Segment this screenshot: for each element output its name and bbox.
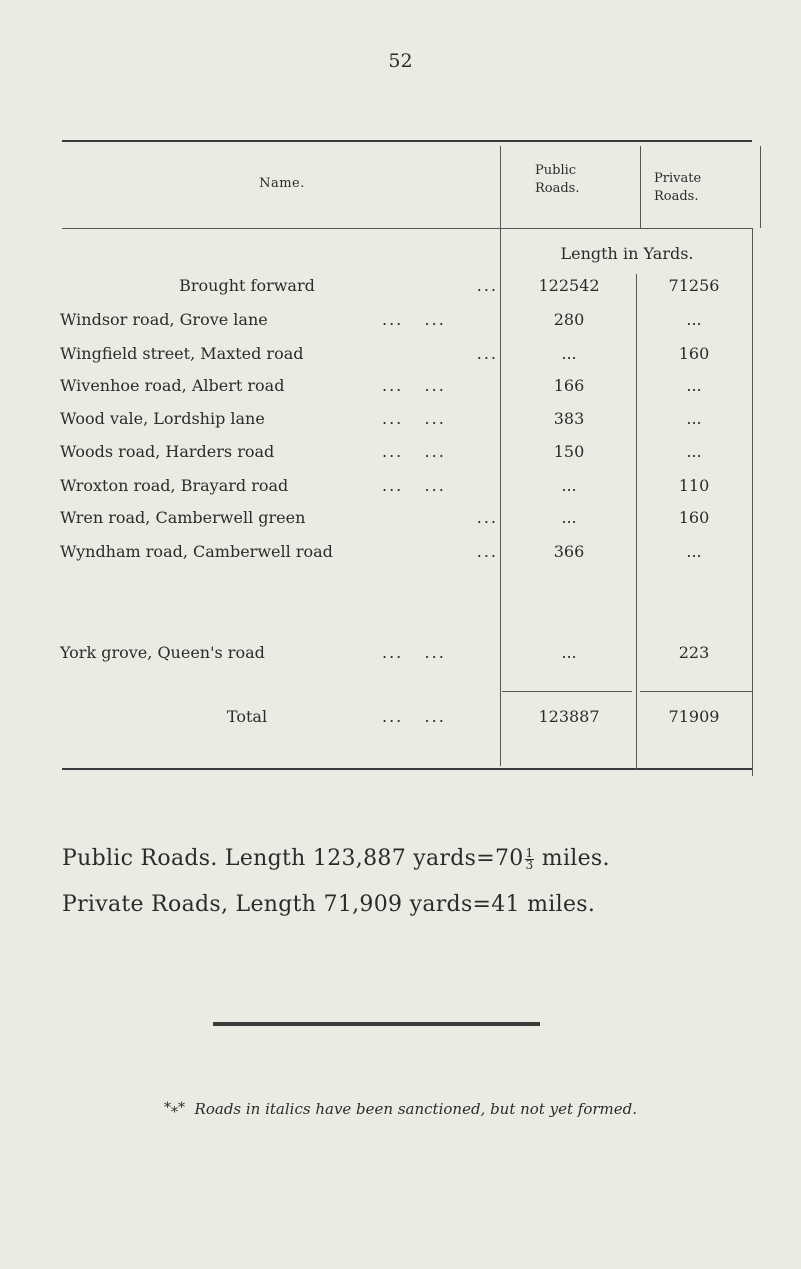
table-row [62, 472, 752, 500]
leader-dots: ... ... [382, 707, 446, 726]
units-label: Length in Yards. [560, 244, 694, 263]
row-public: 166 [553, 376, 585, 395]
asterism-marker: *⁎* [164, 1100, 185, 1116]
header-public-roads: Public Roads. [535, 163, 580, 196]
page-number: 52 [388, 50, 413, 72]
table-row [62, 405, 752, 433]
row-public: ... [561, 344, 577, 363]
table-header-rule [62, 228, 752, 229]
public-roads-summary [62, 846, 610, 871]
table-row [62, 538, 752, 566]
fraction-numerator: 1 [525, 845, 534, 860]
fraction-denominator: 3 [525, 857, 534, 872]
row-public: ... [561, 508, 577, 527]
leader-dots: ... ... [382, 376, 446, 395]
footnote-text: Roads in italics have been sanctioned, but not yet formed. [194, 1100, 637, 1118]
row-private: 110 [678, 476, 710, 495]
row-name: Windsor road, Grove lane [60, 310, 268, 329]
row-name: York grove, Queen's road [60, 643, 265, 662]
total-private: 71909 [668, 707, 720, 726]
leader-dots: ... ... [382, 310, 446, 329]
row-public: 280 [553, 310, 585, 329]
total-rule-private [640, 691, 752, 692]
table-row [62, 504, 752, 532]
leader-dots: ... ... [382, 643, 446, 662]
table-top-rule [62, 140, 752, 142]
row-private: ... [686, 310, 702, 329]
one-third-fraction [525, 845, 535, 872]
leader-dots: ... ... [382, 442, 446, 461]
footnote [0, 1100, 801, 1118]
row-name: Wood vale, Lordship lane [60, 409, 265, 428]
row-public: 366 [553, 542, 585, 561]
total-label: Total [226, 707, 268, 726]
column-divider [760, 146, 761, 228]
row-public: ... [561, 643, 577, 662]
leader-dots: ... ... [382, 476, 446, 495]
table-row [62, 272, 752, 300]
row-public: 150 [553, 442, 585, 461]
header-name: Name. [259, 176, 305, 191]
row-public: 383 [553, 409, 585, 428]
row-private: 160 [678, 508, 710, 527]
row-name: Wyndham road, Camberwell road [60, 542, 333, 561]
row-name: Brought forward [179, 276, 315, 295]
leader-dots: ... [476, 542, 498, 561]
row-private: 223 [678, 643, 710, 662]
row-public: ... [561, 476, 577, 495]
table-row [62, 639, 752, 667]
public-summary-text: Public Roads. Length 123,887 yards=70 [62, 846, 524, 871]
total-rule-public [502, 691, 632, 692]
row-private: 160 [678, 344, 710, 363]
leader-dots: ... [476, 508, 498, 527]
leader-dots: ... [476, 344, 498, 363]
road-length-table [62, 140, 752, 776]
total-row [62, 703, 752, 731]
row-name: Wroxton road, Brayard road [60, 476, 289, 495]
row-name: Wren road, Camberwell green [60, 508, 306, 527]
table-row [62, 372, 752, 400]
row-private: 71256 [668, 276, 720, 295]
row-name: Woods road, Harders road [60, 442, 275, 461]
header-private-roads: Private Roads. [654, 171, 702, 204]
column-divider [752, 228, 753, 776]
row-name: Wivenhoe road, Albert road [60, 376, 285, 395]
total-public: 123887 [538, 707, 600, 726]
table-row [62, 438, 752, 466]
row-private: ... [686, 376, 702, 395]
public-summary-unit: miles. [534, 846, 610, 871]
private-roads-summary: Private Roads, Length 71,909 yards=41 miles. [62, 892, 596, 917]
table-row [62, 340, 752, 368]
leader-dots: ... ... [382, 409, 446, 428]
section-divider [213, 1022, 540, 1026]
row-private: ... [686, 409, 702, 428]
row-private: ... [686, 442, 702, 461]
row-public: 122542 [538, 276, 600, 295]
table-row [62, 306, 752, 334]
row-private: ... [686, 542, 702, 561]
column-divider [640, 146, 641, 228]
row-name: Wingfield street, Maxted road [60, 344, 304, 363]
leader-dots: ... [476, 276, 498, 295]
table-bottom-rule [62, 768, 752, 770]
